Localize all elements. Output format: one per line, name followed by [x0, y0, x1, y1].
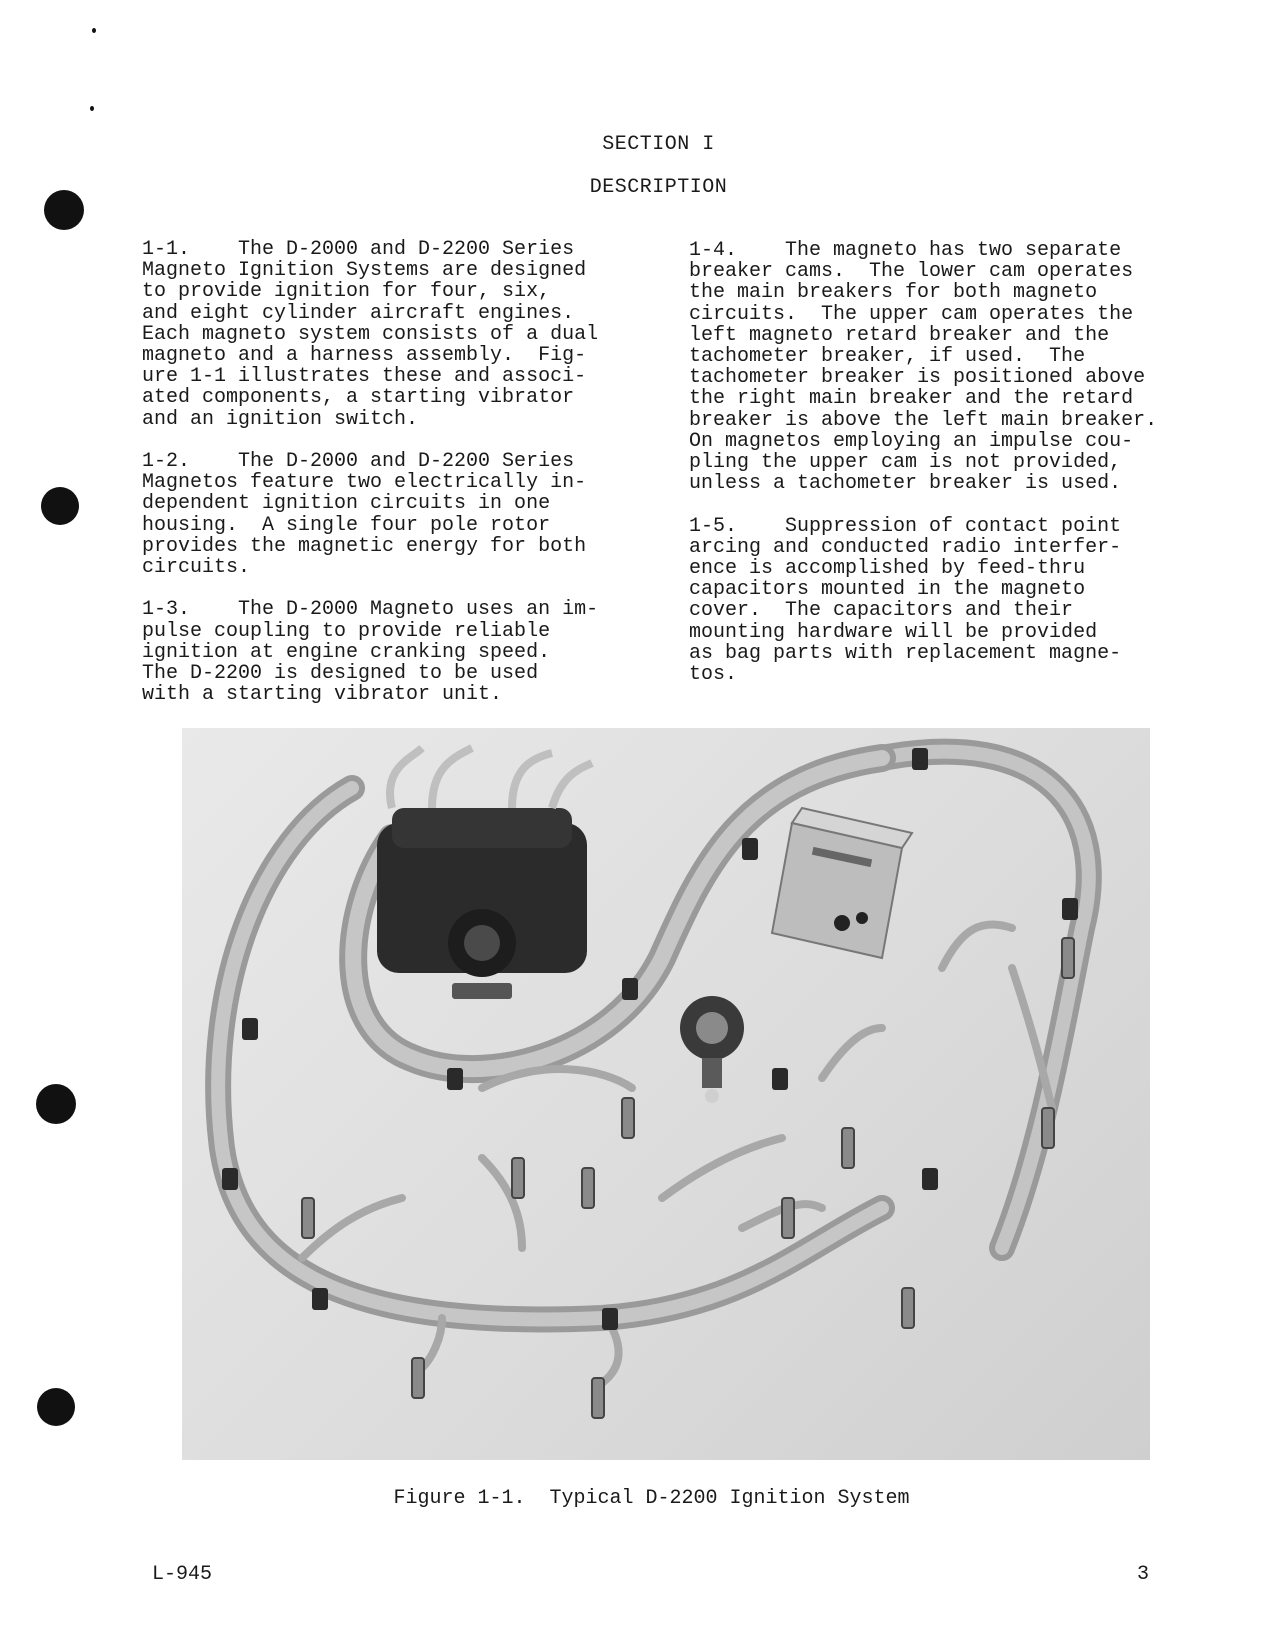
- paragraph-1-3: 1-3. The D-2000 Magneto uses an im- pulse coupling to provide reliable ignition at engine cranking speed. The D-2200 is designed to be used with a starting vibrator unit.: [142, 598, 599, 707]
- binder-hole-2: [41, 487, 79, 525]
- binder-hole-4: [37, 1388, 75, 1426]
- figure-caption: Figure 1-1. Typical D-2200 Ignition System: [393, 1487, 910, 1510]
- ignition-system-photo: [182, 728, 1150, 1460]
- paragraph-1-2: 1-2. The D-2000 and D-2200 Series Magnetos feature two electrically in- dependent ignition circuits in one housing. A single four pole rotor provides the magnetic energy for both circuits.: [142, 450, 587, 580]
- left-column: [142, 239, 598, 727]
- binder-hole-3: [36, 1084, 76, 1124]
- document-code: L-945: [152, 1563, 213, 1586]
- paragraph-1-5: 1-5. Suppression of contact point arcing and conducted radio interfer- ence is accomplished by feed-thru capacitors mounted in the magneto cover. The capacitors and their mounting hardware will be provided as bag parts with replacement magne- tos.: [689, 514, 1122, 687]
- section-subtitle: DESCRIPTION: [589, 176, 728, 199]
- paragraph-1-4: 1-4. The magneto has two separate breaker cams. The lower cam operates the main breakers for both magneto circuits. The upper cam operates the left magneto retard breaker and the tachometer breaker, if used. The tachometer breaker is positioned above the right main breaker and the retard breaker is above the left main breaker. On magnetos employing an impulse cou- pling the upper cam is not provided, unless a tachometer breaker is used.: [689, 239, 1158, 496]
- right-column: [689, 240, 1157, 706]
- speck: [92, 28, 96, 33]
- section-title: SECTION I: [602, 133, 715, 156]
- speck: [90, 106, 94, 111]
- paragraph-1-1: 1-1. The D-2000 and D-2200 Series Magneto Ignition Systems are designed to provide ignition for four, six, and eight cylinder aircraft engines. Each magneto system consists of a dual magneto and a harness assembly. Fig- ure 1-1 illustrates these and associ- ated components, a starting vibrator and an ignition switch.: [142, 238, 599, 431]
- page-number: 3: [1137, 1563, 1150, 1586]
